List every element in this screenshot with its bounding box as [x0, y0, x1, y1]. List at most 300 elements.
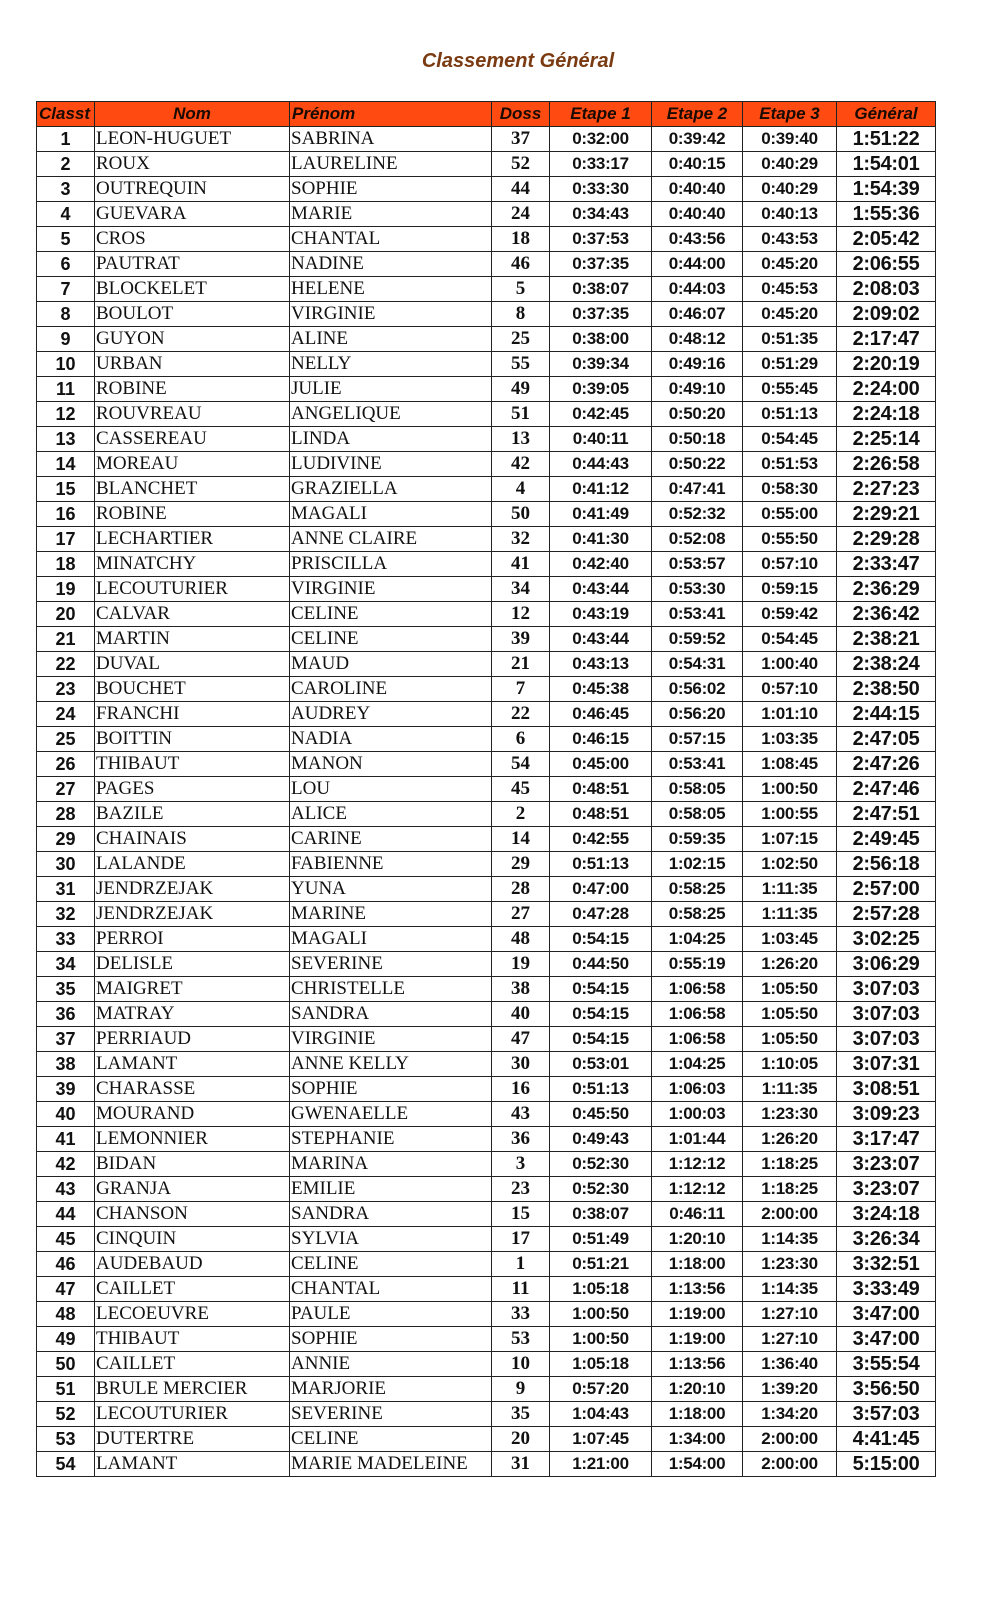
bib-cell: 10 [492, 1352, 550, 1377]
last-name-cell: CASSEREAU [95, 427, 290, 452]
stage-3-cell: 0:51:13 [743, 402, 837, 427]
first-name-cell: YUNA [290, 877, 492, 902]
rank-cell: 39 [37, 1077, 95, 1102]
stage-1-cell: 0:48:51 [550, 777, 652, 802]
bib-cell: 55 [492, 352, 550, 377]
first-name-cell: HELENE [290, 277, 492, 302]
first-name-cell: CELINE [290, 1252, 492, 1277]
rank-cell: 33 [37, 927, 95, 952]
table-row [37, 377, 936, 402]
overall-time-cell: 2:17:47 [837, 327, 936, 352]
stage-1-cell: 0:54:15 [550, 1027, 652, 1052]
last-name-cell: BOITTIN [95, 727, 290, 752]
last-name-cell: FRANCHI [95, 702, 290, 727]
first-name-cell: VIRGINIE [290, 302, 492, 327]
bib-cell: 17 [492, 1227, 550, 1252]
overall-time-cell: 2:09:02 [837, 302, 936, 327]
stage-3-cell: 1:14:35 [743, 1277, 837, 1302]
stage-2-cell: 1:20:10 [652, 1377, 743, 1402]
stage-2-cell: 1:12:12 [652, 1152, 743, 1177]
last-name-cell: ROBINE [95, 502, 290, 527]
first-name-cell: PAULE [290, 1302, 492, 1327]
overall-time-cell: 3:23:07 [837, 1177, 936, 1202]
last-name-cell: JENDRZEJAK [95, 902, 290, 927]
bib-cell: 50 [492, 502, 550, 527]
bib-cell: 47 [492, 1027, 550, 1052]
stage-1-cell: 0:47:00 [550, 877, 652, 902]
stage-2-cell: 0:53:57 [652, 552, 743, 577]
bib-cell: 39 [492, 627, 550, 652]
stage-1-cell: 1:05:18 [550, 1352, 652, 1377]
bib-cell: 11 [492, 1277, 550, 1302]
stage-2-cell: 0:50:20 [652, 402, 743, 427]
bib-cell: 4 [492, 477, 550, 502]
overall-time-cell: 3:55:54 [837, 1352, 936, 1377]
first-name-cell: MANON [290, 752, 492, 777]
last-name-cell: LEMONNIER [95, 1127, 290, 1152]
stage-3-cell: 0:57:10 [743, 552, 837, 577]
overall-time-cell: 4:41:45 [837, 1427, 936, 1452]
first-name-cell: LUDIVINE [290, 452, 492, 477]
rank-cell: 43 [37, 1177, 95, 1202]
first-name-cell: JULIE [290, 377, 492, 402]
results-table [36, 101, 936, 1477]
rank-cell: 29 [37, 827, 95, 852]
last-name-cell: CHARASSE [95, 1077, 290, 1102]
last-name-cell: LECOUTURIER [95, 1402, 290, 1427]
last-name-cell: CHANSON [95, 1202, 290, 1227]
last-name-cell: BAZILE [95, 802, 290, 827]
first-name-cell: PRISCILLA [290, 552, 492, 577]
first-name-cell: MARIE MADELEINE [290, 1452, 492, 1477]
bib-cell: 38 [492, 977, 550, 1002]
last-name-cell: BLOCKELET [95, 277, 290, 302]
table-row [37, 802, 936, 827]
table-row [37, 1402, 936, 1427]
bib-cell: 9 [492, 1377, 550, 1402]
first-name-cell: ANNE KELLY [290, 1052, 492, 1077]
rank-cell: 45 [37, 1227, 95, 1252]
stage-3-cell: 1:02:50 [743, 852, 837, 877]
rank-cell: 4 [37, 202, 95, 227]
bib-cell: 8 [492, 302, 550, 327]
rank-cell: 21 [37, 627, 95, 652]
stage-3-cell: 1:05:50 [743, 1002, 837, 1027]
stage-3-cell: 1:27:10 [743, 1302, 837, 1327]
stage-3-cell: 1:14:35 [743, 1227, 837, 1252]
stage-2-cell: 0:46:11 [652, 1202, 743, 1227]
stage-2-cell: 0:50:18 [652, 427, 743, 452]
overall-time-cell: 3:57:03 [837, 1402, 936, 1427]
stage-2-cell: 0:40:40 [652, 177, 743, 202]
stage-2-cell: 0:55:19 [652, 952, 743, 977]
overall-time-cell: 3:07:03 [837, 1027, 936, 1052]
overall-time-cell: 3:07:03 [837, 977, 936, 1002]
table-row [37, 902, 936, 927]
rank-cell: 6 [37, 252, 95, 277]
stage-2-cell: 0:58:05 [652, 802, 743, 827]
stage-2-cell: 0:57:15 [652, 727, 743, 752]
overall-time-cell: 2:38:24 [837, 652, 936, 677]
rank-cell: 15 [37, 477, 95, 502]
bib-cell: 21 [492, 652, 550, 677]
last-name-cell: MAIGRET [95, 977, 290, 1002]
stage-1-cell: 0:39:34 [550, 352, 652, 377]
bib-cell: 46 [492, 252, 550, 277]
stage-3-cell: 0:43:53 [743, 227, 837, 252]
stage-1-cell: 0:43:19 [550, 602, 652, 627]
last-name-cell: CHAINAIS [95, 827, 290, 852]
last-name-cell: DELISLE [95, 952, 290, 977]
first-name-cell: SOPHIE [290, 1327, 492, 1352]
stage-3-cell: 1:11:35 [743, 902, 837, 927]
bib-cell: 24 [492, 202, 550, 227]
rank-cell: 52 [37, 1402, 95, 1427]
stage-3-cell: 1:26:20 [743, 1127, 837, 1152]
overall-time-cell: 2:47:26 [837, 752, 936, 777]
stage-2-cell: 1:54:00 [652, 1452, 743, 1477]
bib-cell: 41 [492, 552, 550, 577]
rank-cell: 20 [37, 602, 95, 627]
rank-cell: 26 [37, 752, 95, 777]
rank-cell: 36 [37, 1002, 95, 1027]
stage-3-cell: 1:08:45 [743, 752, 837, 777]
last-name-cell: LEON-HUGUET [95, 127, 290, 152]
header-bib: Doss [492, 102, 550, 127]
rank-cell: 35 [37, 977, 95, 1002]
stage-2-cell: 1:19:00 [652, 1302, 743, 1327]
first-name-cell: VIRGINIE [290, 577, 492, 602]
stage-1-cell: 0:37:35 [550, 302, 652, 327]
rank-cell: 5 [37, 227, 95, 252]
bib-cell: 5 [492, 277, 550, 302]
stage-1-cell: 0:51:13 [550, 852, 652, 877]
stage-2-cell: 0:53:41 [652, 752, 743, 777]
first-name-cell: MARINA [290, 1152, 492, 1177]
last-name-cell: LALANDE [95, 852, 290, 877]
first-name-cell: GWENAELLE [290, 1102, 492, 1127]
rank-cell: 10 [37, 352, 95, 377]
rank-cell: 17 [37, 527, 95, 552]
overall-time-cell: 2:49:45 [837, 827, 936, 852]
last-name-cell: CINQUIN [95, 1227, 290, 1252]
rank-cell: 49 [37, 1327, 95, 1352]
last-name-cell: MARTIN [95, 627, 290, 652]
first-name-cell: SOPHIE [290, 177, 492, 202]
table-row [37, 302, 936, 327]
overall-time-cell: 3:56:50 [837, 1377, 936, 1402]
stage-1-cell: 0:39:05 [550, 377, 652, 402]
stage-2-cell: 0:59:52 [652, 627, 743, 652]
first-name-cell: NADIA [290, 727, 492, 752]
rank-cell: 1 [37, 127, 95, 152]
bib-cell: 43 [492, 1102, 550, 1127]
table-row [37, 1052, 936, 1077]
last-name-cell: CAILLET [95, 1277, 290, 1302]
rank-cell: 42 [37, 1152, 95, 1177]
rank-cell: 46 [37, 1252, 95, 1277]
stage-1-cell: 0:37:53 [550, 227, 652, 252]
stage-2-cell: 0:59:35 [652, 827, 743, 852]
first-name-cell: SABRINA [290, 127, 492, 152]
last-name-cell: BIDAN [95, 1152, 290, 1177]
table-row [37, 877, 936, 902]
table-row [37, 202, 936, 227]
table-row [37, 577, 936, 602]
first-name-cell: ANNIE [290, 1352, 492, 1377]
rank-cell: 13 [37, 427, 95, 452]
table-row [37, 827, 936, 852]
stage-2-cell: 1:13:56 [652, 1352, 743, 1377]
stage-3-cell: 1:18:25 [743, 1177, 837, 1202]
last-name-cell: PAUTRAT [95, 252, 290, 277]
stage-2-cell: 0:53:41 [652, 602, 743, 627]
bib-cell: 27 [492, 902, 550, 927]
stage-3-cell: 1:05:50 [743, 977, 837, 1002]
rank-cell: 11 [37, 377, 95, 402]
first-name-cell: NADINE [290, 252, 492, 277]
bib-cell: 18 [492, 227, 550, 252]
first-name-cell: EMILIE [290, 1177, 492, 1202]
rank-cell: 23 [37, 677, 95, 702]
table-row [37, 277, 936, 302]
last-name-cell: MATRAY [95, 1002, 290, 1027]
stage-1-cell: 1:04:43 [550, 1402, 652, 1427]
stage-1-cell: 0:34:43 [550, 202, 652, 227]
stage-3-cell: 0:59:42 [743, 602, 837, 627]
rank-cell: 28 [37, 802, 95, 827]
stage-1-cell: 0:45:38 [550, 677, 652, 702]
stage-3-cell: 2:00:00 [743, 1427, 837, 1452]
bib-cell: 6 [492, 727, 550, 752]
stage-3-cell: 1:23:30 [743, 1252, 837, 1277]
last-name-cell: PAGES [95, 777, 290, 802]
stage-2-cell: 0:52:08 [652, 527, 743, 552]
overall-time-cell: 2:29:28 [837, 527, 936, 552]
page-title: Classement Général [421, 50, 615, 72]
rank-cell: 22 [37, 652, 95, 677]
stage-2-cell: 0:46:07 [652, 302, 743, 327]
bib-cell: 49 [492, 377, 550, 402]
rank-cell: 2 [37, 152, 95, 177]
table-row [37, 1277, 936, 1302]
stage-3-cell: 0:40:29 [743, 177, 837, 202]
table-row [37, 1377, 936, 1402]
rank-cell: 19 [37, 577, 95, 602]
rank-cell: 7 [37, 277, 95, 302]
rank-cell: 41 [37, 1127, 95, 1152]
overall-time-cell: 3:17:47 [837, 1127, 936, 1152]
table-row [37, 502, 936, 527]
overall-time-cell: 2:25:14 [837, 427, 936, 452]
last-name-cell: OUTREQUIN [95, 177, 290, 202]
first-name-cell: ALICE [290, 802, 492, 827]
overall-time-cell: 3:47:00 [837, 1327, 936, 1352]
table-row [37, 1452, 936, 1477]
header-first-name: Prénom [290, 102, 492, 127]
header-stage-1: Etape 1 [550, 102, 652, 127]
first-name-cell: VIRGINIE [290, 1027, 492, 1052]
stage-2-cell: 0:40:40 [652, 202, 743, 227]
rank-cell: 24 [37, 702, 95, 727]
table-row [37, 1252, 936, 1277]
stage-1-cell: 0:51:21 [550, 1252, 652, 1277]
last-name-cell: BLANCHET [95, 477, 290, 502]
overall-time-cell: 2:47:46 [837, 777, 936, 802]
bib-cell: 51 [492, 402, 550, 427]
stage-3-cell: 2:00:00 [743, 1452, 837, 1477]
stage-2-cell: 0:47:41 [652, 477, 743, 502]
rank-cell: 50 [37, 1352, 95, 1377]
stage-3-cell: 0:55:45 [743, 377, 837, 402]
stage-2-cell: 1:06:58 [652, 1002, 743, 1027]
overall-time-cell: 2:44:15 [837, 702, 936, 727]
bib-cell: 34 [492, 577, 550, 602]
first-name-cell: FABIENNE [290, 852, 492, 877]
last-name-cell: MOREAU [95, 452, 290, 477]
stage-2-cell: 1:06:03 [652, 1077, 743, 1102]
table-row [37, 702, 936, 727]
stage-1-cell: 0:42:45 [550, 402, 652, 427]
header-overall: Général [837, 102, 936, 127]
bib-cell: 45 [492, 777, 550, 802]
overall-time-cell: 2:38:21 [837, 627, 936, 652]
last-name-cell: LAMANT [95, 1452, 290, 1477]
first-name-cell: MARIE [290, 202, 492, 227]
last-name-cell: DUVAL [95, 652, 290, 677]
table-row [37, 952, 936, 977]
first-name-cell: CELINE [290, 1427, 492, 1452]
overall-time-cell: 2:36:29 [837, 577, 936, 602]
last-name-cell: MOURAND [95, 1102, 290, 1127]
table-row [37, 777, 936, 802]
last-name-cell: PERRIAUD [95, 1027, 290, 1052]
stage-2-cell: 1:12:12 [652, 1177, 743, 1202]
stage-1-cell: 0:40:11 [550, 427, 652, 452]
table-row [37, 602, 936, 627]
last-name-cell: LAMANT [95, 1052, 290, 1077]
table-row [37, 127, 936, 152]
last-name-cell: ROBINE [95, 377, 290, 402]
overall-time-cell: 2:27:23 [837, 477, 936, 502]
overall-time-cell: 3:02:25 [837, 927, 936, 952]
first-name-cell: SOPHIE [290, 1077, 492, 1102]
stage-2-cell: 0:56:20 [652, 702, 743, 727]
table-row [37, 227, 936, 252]
header-last-name: Nom [95, 102, 290, 127]
stage-1-cell: 0:51:49 [550, 1227, 652, 1252]
bib-cell: 48 [492, 927, 550, 952]
stage-3-cell: 0:40:13 [743, 202, 837, 227]
stage-1-cell: 0:41:30 [550, 527, 652, 552]
first-name-cell: SYLVIA [290, 1227, 492, 1252]
rank-cell: 44 [37, 1202, 95, 1227]
first-name-cell: LAURELINE [290, 152, 492, 177]
rank-cell: 30 [37, 852, 95, 877]
first-name-cell: CARINE [290, 827, 492, 852]
stage-2-cell: 0:53:30 [652, 577, 743, 602]
last-name-cell: BRULE MERCIER [95, 1377, 290, 1402]
table-row [37, 727, 936, 752]
first-name-cell: LINDA [290, 427, 492, 452]
rank-cell: 12 [37, 402, 95, 427]
stage-1-cell: 0:33:17 [550, 152, 652, 177]
stage-1-cell: 1:07:45 [550, 1427, 652, 1452]
stage-2-cell: 1:19:00 [652, 1327, 743, 1352]
stage-1-cell: 0:38:00 [550, 327, 652, 352]
rank-cell: 38 [37, 1052, 95, 1077]
stage-3-cell: 1:00:40 [743, 652, 837, 677]
rank-cell: 37 [37, 1027, 95, 1052]
table-row [37, 1077, 936, 1102]
bib-cell: 37 [492, 127, 550, 152]
overall-time-cell: 3:06:29 [837, 952, 936, 977]
table-row [37, 852, 936, 877]
bib-cell: 29 [492, 852, 550, 877]
overall-time-cell: 3:07:31 [837, 1052, 936, 1077]
stage-3-cell: 1:10:05 [743, 1052, 837, 1077]
stage-2-cell: 0:56:02 [652, 677, 743, 702]
bib-cell: 14 [492, 827, 550, 852]
rank-cell: 16 [37, 502, 95, 527]
bib-cell: 1 [492, 1252, 550, 1277]
rank-cell: 34 [37, 952, 95, 977]
stage-2-cell: 1:13:56 [652, 1277, 743, 1302]
bib-cell: 13 [492, 427, 550, 452]
overall-time-cell: 3:47:00 [837, 1302, 936, 1327]
table-row [37, 1302, 936, 1327]
last-name-cell: GUEVARA [95, 202, 290, 227]
table-row [37, 677, 936, 702]
bib-cell: 22 [492, 702, 550, 727]
bib-cell: 16 [492, 1077, 550, 1102]
table-row [37, 152, 936, 177]
header-rank: Classt [37, 102, 95, 127]
table-row [37, 427, 936, 452]
stage-3-cell: 0:55:00 [743, 502, 837, 527]
first-name-cell: SANDRA [290, 1202, 492, 1227]
overall-time-cell: 3:23:07 [837, 1152, 936, 1177]
first-name-cell: CHRISTELLE [290, 977, 492, 1002]
stage-2-cell: 0:39:42 [652, 127, 743, 152]
stage-3-cell: 1:01:10 [743, 702, 837, 727]
stage-1-cell: 0:51:13 [550, 1077, 652, 1102]
overall-time-cell: 1:55:36 [837, 202, 936, 227]
overall-time-cell: 3:26:34 [837, 1227, 936, 1252]
stage-2-cell: 1:04:25 [652, 1052, 743, 1077]
stage-1-cell: 0:41:12 [550, 477, 652, 502]
header-stage-3: Etape 3 [743, 102, 837, 127]
stage-1-cell: 1:00:50 [550, 1302, 652, 1327]
overall-time-cell: 1:51:22 [837, 127, 936, 152]
last-name-cell: BOULOT [95, 302, 290, 327]
stage-1-cell: 0:38:07 [550, 1202, 652, 1227]
stage-2-cell: 1:04:25 [652, 927, 743, 952]
stage-1-cell: 0:47:28 [550, 902, 652, 927]
table-row [37, 1002, 936, 1027]
stage-1-cell: 0:54:15 [550, 977, 652, 1002]
stage-3-cell: 1:23:30 [743, 1102, 837, 1127]
stage-1-cell: 0:38:07 [550, 277, 652, 302]
stage-1-cell: 0:46:15 [550, 727, 652, 752]
stage-1-cell: 0:37:35 [550, 252, 652, 277]
last-name-cell: PERROI [95, 927, 290, 952]
stage-3-cell: 1:36:40 [743, 1352, 837, 1377]
stage-2-cell: 1:18:00 [652, 1402, 743, 1427]
stage-2-cell: 0:44:03 [652, 277, 743, 302]
first-name-cell: MAUD [290, 652, 492, 677]
overall-time-cell: 2:29:21 [837, 502, 936, 527]
